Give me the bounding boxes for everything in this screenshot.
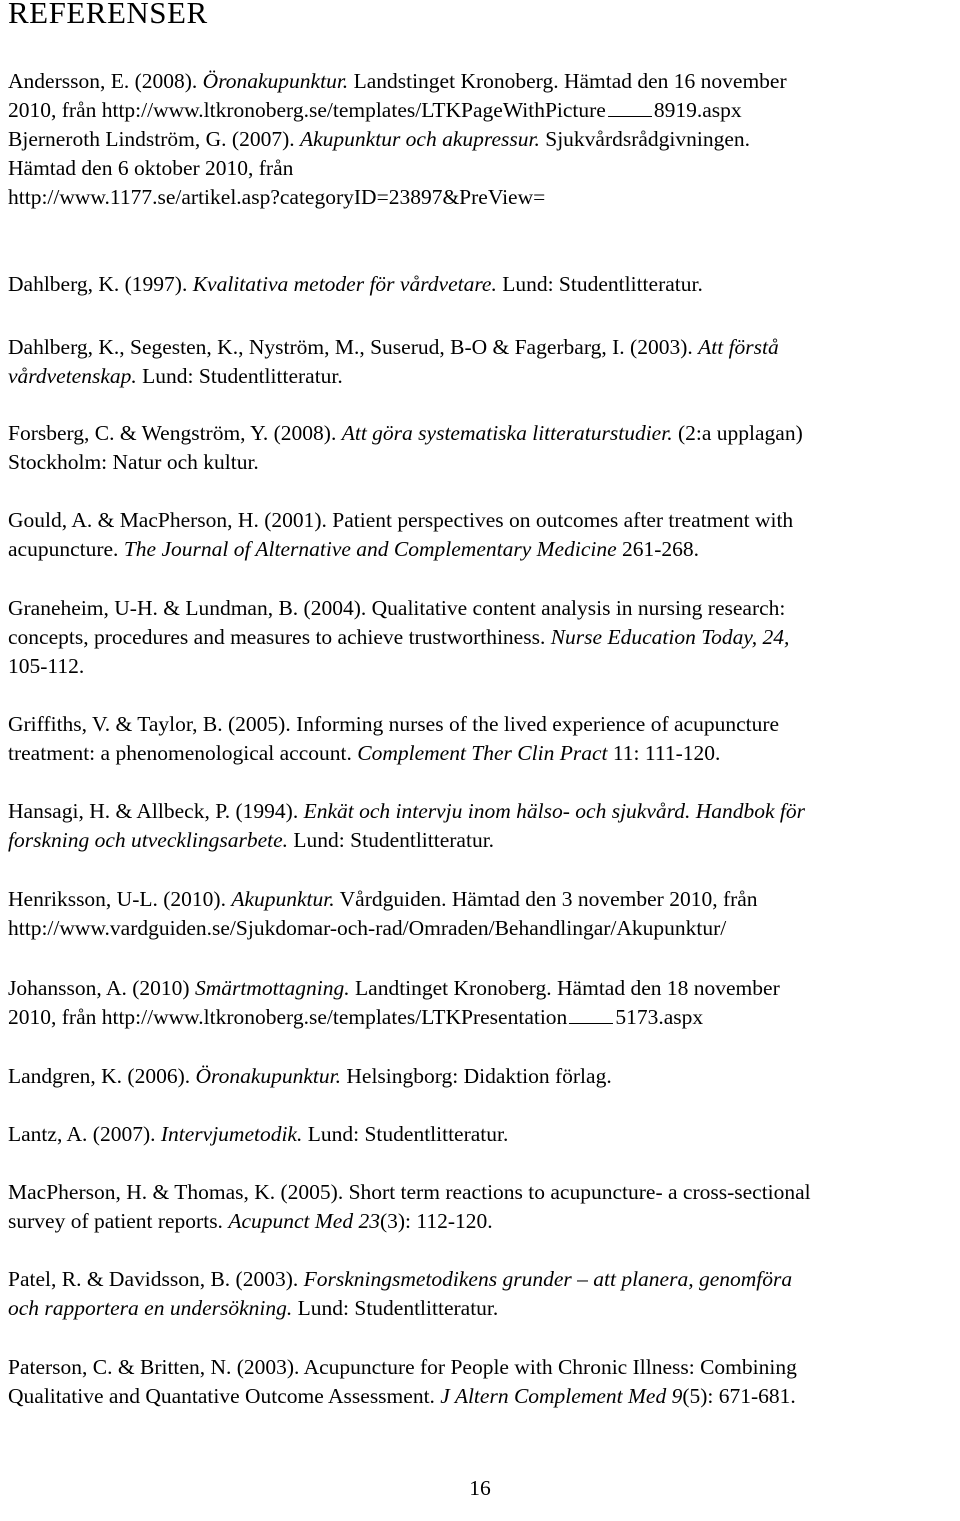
page-title: REFERENSER <box>8 0 208 30</box>
reference-hansagi-1994: Hansagi, H. & Allbeck, P. (1994). Enkät och intervju inom hälso- och sjukvård. Handbok för forskning och utvecklingsarbete. Lund: Studentlitteratur. <box>8 799 805 852</box>
reference-graneheim-2004: Graneheim, U-H. & Lundman, B. (2004). Qualitative content analysis in nursing research: concepts, procedures and measures to achieve trustworthiness. Nurse Education Today, 24, 105-112. <box>8 596 790 678</box>
url-underscore-gap <box>569 1006 613 1024</box>
reference-gould-2001: Gould, A. & MacPherson, H. (2001). Patient perspectives on outcomes after treatment with acupuncture. The Journal of Alternative and Complementary Medicine 261-268. <box>8 508 794 561</box>
reference-lantz-2007: Lantz, A. (2007). Intervjumetodik. Lund: Studentlitteratur. <box>8 1122 509 1146</box>
reference-forsberg-2008: Forsberg, C. & Wengström, Y. (2008). Att göra systematiska litteraturstudier. (2:a upplagan) Stockholm: Natur och kultur. <box>8 421 803 474</box>
reference-andersson-2008: Andersson, E. (2008). Öronakupunktur. Landstinget Kronoberg. Hämtad den 16 november 2010, från http://www.ltkronoberg.se/templates/LTKPageWithPicture 8919.aspx <box>8 69 787 122</box>
url-underscore-gap <box>608 99 652 117</box>
reference-johansson-2010: Johansson, A. (2010) Smärtmottagning. Landtinget Kronoberg. Hämtad den 18 november 2010, från http://www.ltkronoberg.se/templates/LTKPresentation 5173.aspx <box>8 976 780 1029</box>
reference-landgren-2006: Landgren, K. (2006). Öronakupunktur. Helsingborg: Didaktion förlag. <box>8 1064 612 1088</box>
reference-paterson-2003: Paterson, C. & Britten, N. (2003). Acupuncture for People with Chronic Illness: Combining Qualitative and Quantative Outcome Assessment. J Altern Complement Med 9(5): 671-681. <box>8 1355 797 1408</box>
reference-patel-2003: Patel, R. & Davidsson, B. (2003). Forskningsmetodikens grunder – att planera, genomföra och rapportera en undersökning. Lund: Studentlitteratur. <box>8 1267 793 1320</box>
reference-bjerneroth-2007: Bjerneroth Lindström, G. (2007). Akupunktur och akupressur. Sjukvårdsrådgivningen. Hämtad den 6 oktober 2010, från http://www.1177.se/artikel.asp?categoryID=23897&PreView= <box>8 127 751 209</box>
reference-macpherson-2005: MacPherson, H. & Thomas, K. (2005). Short term reactions to acupuncture- a cross-sectional survey of patient reports. Acupunct Med 23(3): 112-120. <box>8 1180 811 1233</box>
reference-henriksson-2010: Henriksson, U-L. (2010). Akupunktur. Vårdguiden. Hämtad den 3 november 2010, från http://www.vardguiden.se/Sjukdomar-och-rad/Omraden/Behandlingar/Akupunktur/ <box>8 887 758 940</box>
reference-dahlberg-2003: Dahlberg, K., Segesten, K., Nyström, M., Suserud, B-O & Fagerbarg, I. (2003). Att förstå vårdvetenskap. Lund: Studentlitteratur. <box>8 335 779 388</box>
reference-griffiths-2005: Griffiths, V. & Taylor, B. (2005). Informing nurses of the lived experience of acupuncture treatment: a phenomenological account. Complement Ther Clin Pract 11: 111-120. <box>8 712 780 765</box>
reference-dahlberg-1997: Dahlberg, K. (1997). Kvalitativa metoder för vårdvetare. Lund: Studentlitteratur. <box>8 272 703 296</box>
page-number: 16 <box>469 1476 491 1500</box>
